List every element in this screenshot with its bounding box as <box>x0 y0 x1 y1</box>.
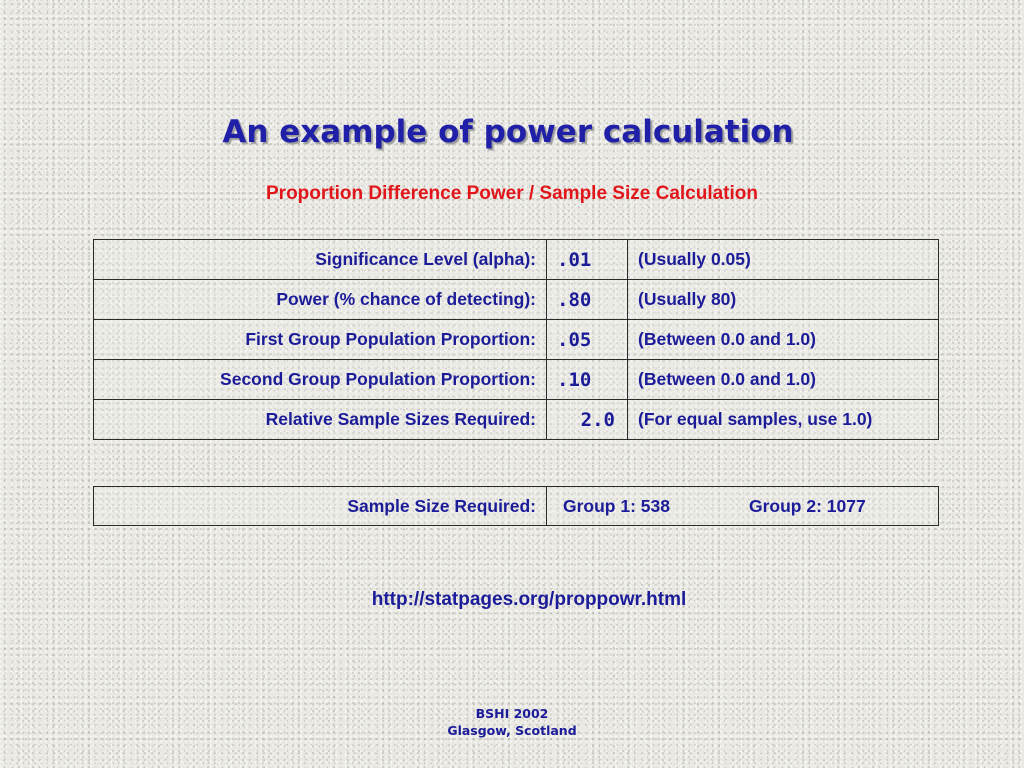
param-value-relative-sizes: 2.0 <box>547 400 628 440</box>
param-note-power: (Usually 80) <box>628 280 939 320</box>
source-link[interactable]: http://statpages.org/proppowr.html <box>371 589 687 610</box>
slide-title: An example of power calculation <box>222 114 794 150</box>
param-note-relative-sizes: (For equal samples, use 1.0) <box>628 400 939 440</box>
table-row <box>94 320 939 360</box>
param-value-alpha: .01 <box>547 240 628 280</box>
table-row <box>94 400 939 440</box>
footer-line-1: BSHI 2002 <box>475 706 549 721</box>
param-note-second-proportion: (Between 0.0 and 1.0) <box>628 360 939 400</box>
param-value-first-proportion: .05 <box>547 320 628 360</box>
param-value-second-proportion: .10 <box>547 360 628 400</box>
param-label-power: Power (% chance of detecting): <box>94 280 547 320</box>
parameters-table <box>93 239 939 440</box>
table-row <box>94 280 939 320</box>
param-note-alpha: (Usually 0.05) <box>628 240 939 280</box>
param-value-power: .80 <box>547 280 628 320</box>
result-group-2: Group 2: 1077 <box>735 487 939 526</box>
table-row <box>94 360 939 400</box>
result-table <box>93 486 939 526</box>
footer-line-2: Glasgow, Scotland <box>447 723 577 738</box>
param-label-relative-sizes: Relative Sample Sizes Required: <box>94 400 547 440</box>
result-group-1: Group 1: 538 <box>547 487 736 526</box>
param-label-alpha: Significance Level (alpha): <box>94 240 547 280</box>
param-note-first-proportion: (Between 0.0 and 1.0) <box>628 320 939 360</box>
table-row <box>94 240 939 280</box>
slide-subtitle: Proportion Difference Power / Sample Size Calculation <box>266 183 758 204</box>
result-label: Sample Size Required: <box>94 487 547 526</box>
table-row <box>94 487 939 526</box>
param-label-first-proportion: First Group Population Proportion: <box>94 320 547 360</box>
param-label-second-proportion: Second Group Population Proportion: <box>94 360 547 400</box>
